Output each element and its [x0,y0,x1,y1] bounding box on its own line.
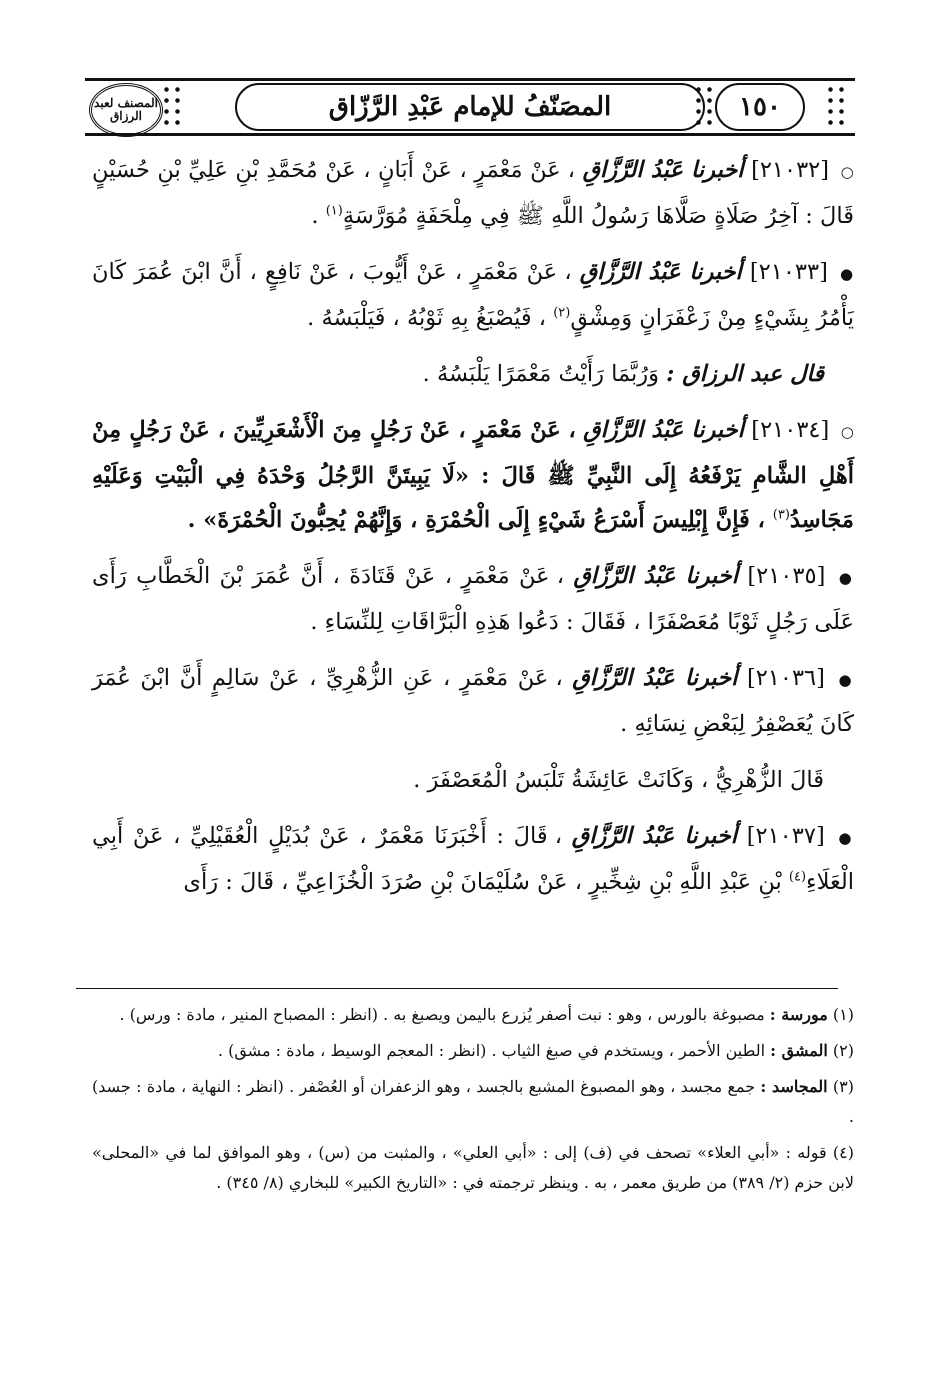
footnote-label: (٤) [832,1143,854,1162]
footnote-ref: (٤) [788,869,807,885]
hadith-source: أخبرنا عَبْدُ الرَّزَّاقِ [583,417,744,443]
footnote-term: مورسة : [769,1005,828,1024]
footnote-term: المجاسد : [760,1077,828,1096]
book-badge [89,83,163,137]
note-source: قال عبد الرزاق : [666,361,824,387]
hadith-tail: ، فَيُصْبَغُ بِهِ ثَوْبُهُ ، فَيَلْبَسُهُ . [307,305,554,331]
footnote-ref: (٣) [772,507,790,523]
hadith-entry [92,408,854,542]
entry-marker: ● [838,671,854,689]
hadith-entry [92,148,854,238]
hadith-text: ، عَنْ مَعْمَرٍ ، عَنْ أَبَانٍ ، عَنْ مُحَمَّدِ بْنِ عَلِيِّ بْنِ حُسَيْنٍ قَالَ : آخِرُ صَلَاةٍ صَلَّاهَا رَسُولُ اللَّهِ ﷺ فِي مِلْحَفَةٍ مُوَرَّسَةٍ [92,157,854,229]
note-text: قَالَ الزُّهْرِيُّ ، وَكَانَتْ عَائِشَةُ تَلْبَسُ الْمُعَصْفَرَ . [413,767,824,793]
footnote-text: قوله : «أبي العلاء» تصحف في (ف) إلى : «أبي العلي» ، والمثبت من (س) ، وهو الموافق لما في «المحلى» لابن حزم (٢/ ٣٨٩) من طريق معمر ، به . وينظر ترجمته في : «التاريخ الكبير» للبخاري (٨/ ٣٤٥) . [92,1143,854,1192]
entry-marker: ● [839,265,854,283]
hadith-number: [٢١٠٣٣] [749,259,828,285]
note-text: وَرُبَّمَا رَأَيْتُ مَعْمَرًا يَلْبَسُهُ . [422,361,667,387]
hadith-tail: . [311,203,326,229]
footnote-text: مصبوغة بالورس ، وهو : نبت أصفر يُزرع باليمن ويصبغ به . (انظر : المصباح المنير ، مادة : ورس) . [119,1005,770,1024]
footnote-ref: (١) [325,203,343,219]
hadith-entry [92,656,854,746]
entry-marker: ● [838,829,854,847]
page-title: المصَنّفُ للإمام عَبْدِ الرَّزّاق [328,92,612,122]
hadith-text: ، قَالَ : أَخْبَرَنَا مَعْمَرٌ ، عَنْ بُدَيْلٍ الْعُقَيْلِيِّ ، عَنْ أَبِي الْعَلَاءِ [92,823,854,895]
hadith-number: [٢١٠٣٦] [746,665,825,691]
hadith-number: [٢١٠٣٥] [747,563,826,589]
footnote-term: المشق : [770,1041,828,1060]
editor-note [92,352,854,396]
footnote-text: جمع مجسد ، وهو المصبوغ المشبع بالجسد ، وهو الزعفران أو العُصْفر . (انظر : النهاية ، مادة : جسد) . [92,1077,854,1126]
page-number-box [715,83,805,131]
editor-note [92,758,854,802]
hadith-text: ، عَنْ مَعْمَرٍ ، عَنْ قَتَادَةَ ، أَنَّ عُمَرَ بْنَ الْخَطَّابِ رَأَى عَلَى رَجُلٍ ثَوْبًا مُعَصْفَرًا ، فَقَالَ : دَعُوا هَذِهِ الْبَرَّاقَاتِ لِلنِّسَاءِ . [92,563,854,635]
footnote-text: الطين الأحمر ، ويستخدم في صبغ الثياب . (انظر : المعجم الوسيط ، مادة : مشق) . [217,1041,771,1060]
footnote-separator [76,988,838,989]
hadith-number: [٢١٠٣٧] [746,823,825,849]
entry-marker: ● [838,569,855,587]
hadith-source: أخبرنا عَبْدُ الرَّزَّاقِ [572,665,738,691]
hadith-entry [92,250,854,340]
hadith-text: ، عَنْ مَعْمَرٍ ، عَنِ الزُّهْرِيِّ ، عَنْ سَالِمٍ أَنَّ ابْنَ عُمَرَ كَانَ يُعَصْفِرُ لِبَعْضِ نِسَائِهِ . [92,665,854,737]
entry-marker: ○ [840,163,855,181]
entry-marker: ○ [840,423,855,441]
ornament-right [825,84,847,130]
hadith-tail: ، فَإِنَّ إِبْلِيسَ أَسْرَعُ شَيْءٍ إِلَى الْحُمْرَةِ ، وَإِنَّهُمْ يُحِبُّونَ الْحُمْرَةَ» . [187,507,773,533]
hadith-entry [92,554,854,644]
running-title [235,83,705,131]
hadith-tail: بْنِ عَبْدِ اللَّهِ بْنِ شِخِّيرٍ ، عَنْ سُلَيْمَانَ بْنِ صُرَدَ الْخُزَاعِيِّ ، قَالَ : رَأَى [183,869,789,895]
page-number: ١٥٠ [739,92,781,122]
footnote [92,1072,854,1132]
ornament-left [161,84,183,130]
hadith-body [92,148,854,916]
hadith-source: أخبرنا عَبْدُ الرَّزَّاقِ [579,259,742,285]
footnote [92,1036,854,1066]
header-bottom-rule [85,133,855,136]
hadith-number: [٢١٠٣٤] [751,417,830,443]
hadith-source: أخبرنا عَبْدُ الرَّزَّاقِ [571,823,738,849]
hadith-source: أخبرنا عَبْدُ الرَّزَّاقِ [573,563,738,589]
footnote-label: (١) [832,1005,854,1024]
badge-text: المصنف لعبد الرزاق [94,96,158,123]
footnote [92,1000,854,1030]
page-header [85,78,855,136]
footnote-label: (٣) [832,1077,855,1096]
hadith-entry [92,814,854,904]
footnote-ref: (٢) [553,305,571,321]
ornament-mid [693,84,715,130]
footnotes [92,1000,854,1204]
footnote-label: (٢) [832,1041,854,1060]
hadith-text: ، عَنْ مَعْمَرٍ ، عَنْ رَجُلٍ مِنَ الْأَشْعَرِيِّينَ ، عَنْ رَجُلٍ مِنْ أَهْلِ الشَّامِ يَرْفَعُهُ إِلَى النَّبِيِّ ﷺ قَالَ : «لَا يَبِيتَنَّ الرَّجُلُ وَحْدَهُ فِي الْبَيْتِ وَعَلَيْهِ مَجَاسِدُ [92,417,854,533]
hadith-text: ، عَنْ مَعْمَرٍ ، عَنْ أَيُّوبَ ، عَنْ نَافِعٍ ، أَنَّ ابْنَ عُمَرَ كَانَ يَأْمُرُ بِشَيْءٍ مِنْ زَعْفَرَانٍ وَمِشْقٍ [92,259,854,331]
header-top-rule [85,78,855,81]
hadith-source: أخبرنا عَبْدُ الرَّزَّاقِ [582,157,744,183]
hadith-number: [٢١٠٣٢] [751,157,830,183]
footnote [92,1138,854,1198]
